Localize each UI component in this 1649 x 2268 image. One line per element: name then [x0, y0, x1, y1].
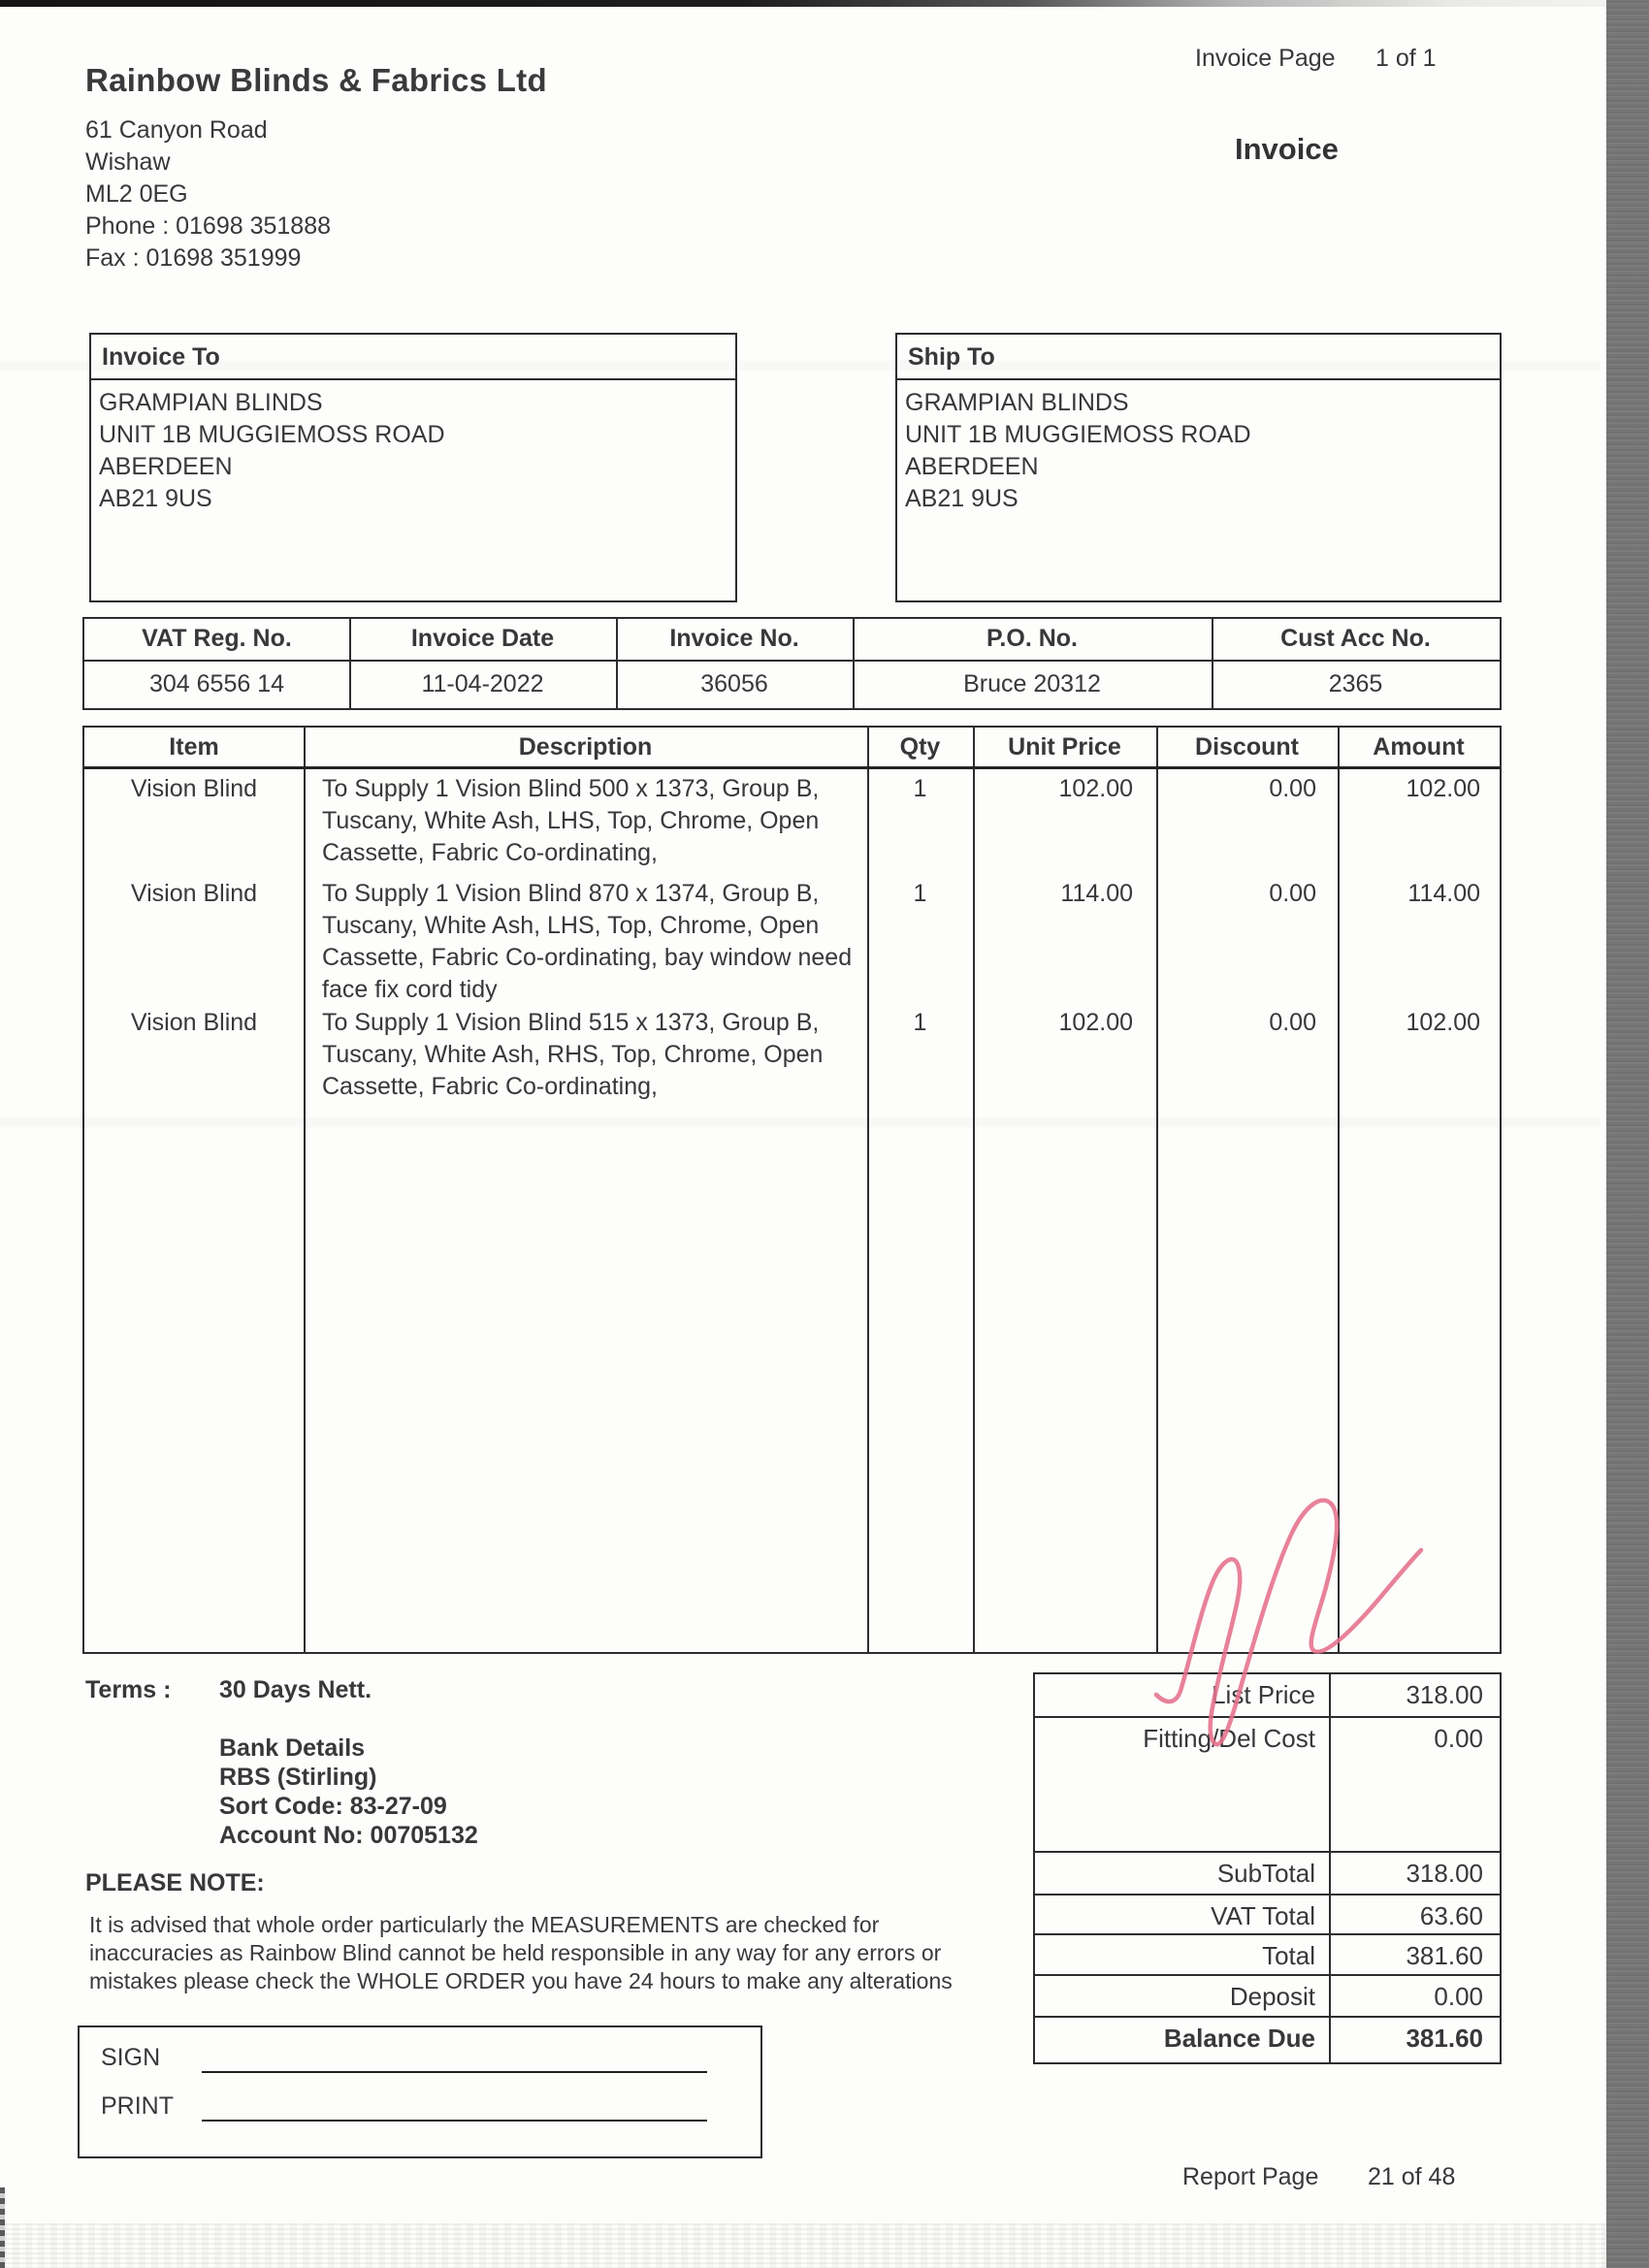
totals-value: 381.60: [1406, 2024, 1483, 2053]
scan-artifact-top-edge: [0, 0, 1649, 7]
invoice-to-line: GRAMPIAN BLINDS: [99, 389, 323, 416]
item-qty: 1: [913, 775, 927, 802]
totals-divider: [1329, 1674, 1331, 2062]
report-page-value: 21 of 48: [1368, 2163, 1456, 2190]
please-note-line: mistakes please check the WHOLE ORDER you have 24 hours to make any alterations: [89, 1968, 953, 1993]
print-line[interactable]: [202, 2120, 707, 2122]
bank-name: RBS (Stirling): [219, 1764, 377, 1791]
sign-line[interactable]: [202, 2071, 707, 2073]
item-amount: 102.00: [1406, 775, 1480, 802]
bank-account-no: Account No: 00705132: [219, 1822, 478, 1849]
item-row: [84, 773, 1500, 869]
items-header-divider: [84, 766, 1500, 769]
ship-to-line: UNIT 1B MUGGIEMOSS ROAD: [905, 421, 1251, 448]
totals-value: 318.00: [1406, 1859, 1483, 1888]
meta-value-vat-reg: 304 6556 14: [148, 670, 285, 697]
item-amount: 102.00: [1406, 1009, 1480, 1036]
totals-value: 381.60: [1406, 1941, 1483, 1970]
meta-header-invoice-date: Invoice Date: [410, 625, 555, 652]
item-amount: 114.00: [1407, 880, 1480, 907]
company-name: Rainbow Blinds & Fabrics Ltd: [85, 62, 547, 98]
ship-to-heading: Ship To: [897, 335, 1500, 380]
items-header-description: Description: [518, 733, 653, 761]
totals-row-balance-due: [1035, 2018, 1500, 2064]
totals-row-list-price: [1035, 1674, 1500, 1718]
please-note-heading: PLEASE NOTE:: [85, 1869, 265, 1896]
terms-value: 30 Days Nett.: [219, 1676, 372, 1703]
item-qty: 1: [913, 1009, 927, 1036]
totals-label: Balance Due: [1163, 2024, 1315, 2053]
bank-sort-code: Sort Code: 83-27-09: [219, 1793, 447, 1820]
ship-to-line: GRAMPIAN BLINDS: [905, 389, 1129, 416]
totals-row-subtotal: [1035, 1853, 1500, 1895]
totals-label: SubTotal: [1216, 1859, 1315, 1888]
item-unit-price: 102.00: [1058, 775, 1133, 802]
company-phone: Phone : 01698 351888: [85, 212, 332, 240]
meta-value-po-no: Bruce 20312: [963, 670, 1101, 697]
scan-artifact-bottom-noise: [0, 2223, 1606, 2268]
invoice-page-label: Invoice Page: [1195, 45, 1336, 72]
meta-value-invoice-date: 11-04-2022: [421, 670, 544, 697]
items-table: [82, 726, 1502, 1654]
totals-row-deposit: [1035, 1976, 1500, 2018]
items-header-discount: Discount: [1195, 733, 1299, 761]
item-unit-price: 114.00: [1060, 880, 1133, 907]
items-header-item: Item: [169, 733, 219, 761]
bank-details: [219, 1733, 478, 1850]
invoice-to-line: ABERDEEN: [99, 453, 233, 480]
meta-value-cust-acc: 2365: [1328, 670, 1383, 697]
item-qty: 1: [913, 880, 927, 907]
item-row: [84, 878, 1500, 1006]
scan-artifact-right-strip: [1606, 0, 1649, 2268]
document-title: Invoice: [1235, 132, 1339, 166]
meta-header-po-no: P.O. No.: [986, 625, 1078, 652]
meta-header-vat-reg: VAT Reg. No.: [142, 625, 292, 652]
meta-header-cust-acc: Cust Acc No.: [1280, 625, 1431, 652]
invoice-to-line: AB21 9US: [99, 485, 212, 512]
item-name: Vision Blind: [130, 1009, 258, 1036]
invoice-meta-table: [82, 617, 1502, 710]
item-discount: 0.00: [1269, 1009, 1316, 1036]
company-address-line: 61 Canyon Road: [85, 116, 268, 144]
print-label: PRINT: [101, 2092, 174, 2120]
item-unit-price: 102.00: [1058, 1009, 1133, 1036]
terms-label: Terms :: [85, 1676, 172, 1703]
please-note-line: It is advised that whole order particularly the MEASUREMENTS are checked for: [89, 1912, 880, 1937]
totals-label: VAT Total: [1211, 1901, 1315, 1930]
item-description: To Supply 1 Vision Blind 515 x 1373, Group B, Tuscany, White Ash, RHS, Top, Chrome, Open Cassette, Fabric Co-ordinating,: [322, 1009, 824, 1100]
item-name: Vision Blind: [130, 775, 258, 802]
items-header-amount: Amount: [1373, 733, 1465, 761]
totals-row-vat-total: [1035, 1895, 1500, 1935]
meta-header-divider: [84, 660, 1500, 662]
item-description: To Supply 1 Vision Blind 500 x 1373, Group B, Tuscany, White Ash, LHS, Top, Chrome, Open Cassette, Fabric Co-ordinating,: [322, 775, 820, 866]
ship-to-box: [895, 333, 1502, 602]
totals-value: 63.60: [1419, 1901, 1483, 1930]
item-row: [84, 1007, 1500, 1103]
invoice-to-box: [89, 333, 737, 602]
item-discount: 0.00: [1269, 775, 1316, 802]
company-fax: Fax : 01698 351999: [85, 244, 302, 272]
scan-artifact-left-edge: [0, 2187, 5, 2268]
invoice-to-address: [91, 380, 735, 515]
report-page-label: Report Page: [1182, 2163, 1319, 2190]
invoice-to-line: UNIT 1B MUGGIEMOSS ROAD: [99, 421, 445, 448]
ship-to-line: AB21 9US: [905, 485, 1018, 512]
company-address-line: Wishaw: [85, 148, 171, 176]
items-header-qty: Qty: [899, 733, 941, 761]
totals-label: Fitting/Del Cost: [1143, 1724, 1315, 1753]
ship-to-address: [897, 380, 1500, 515]
meta-value-invoice-no: 36056: [700, 670, 768, 697]
sign-print-box: [78, 2025, 762, 2158]
invoice-page-value: 1 of 1: [1375, 45, 1437, 72]
totals-row-fitting-del: [1035, 1718, 1500, 1853]
item-description: To Supply 1 Vision Blind 870 x 1374, Group B, Tuscany, White Ash, LHS, Top, Chrome, Open Cassette, Fabric Co-ordinating, bay window need face fix cord tidy: [322, 880, 853, 1003]
totals-row-total: [1035, 1935, 1500, 1976]
totals-value: 318.00: [1406, 1680, 1483, 1709]
totals-value: 0.00: [1434, 1982, 1483, 2011]
items-header-unit-price: Unit Price: [1008, 733, 1121, 761]
sign-label: SIGN: [101, 2044, 161, 2071]
ship-to-line: ABERDEEN: [905, 453, 1039, 480]
totals-label: List Price: [1212, 1680, 1315, 1709]
bank-details-heading: Bank Details: [219, 1734, 366, 1762]
item-discount: 0.00: [1269, 880, 1316, 907]
totals-label: Total: [1262, 1941, 1315, 1970]
totals-box: [1033, 1672, 1502, 2064]
meta-header-invoice-no: Invoice No.: [669, 625, 799, 652]
company-address: [85, 114, 331, 275]
totals-value: 0.00: [1434, 1724, 1483, 1753]
item-name: Vision Blind: [130, 880, 258, 907]
invoice-to-heading: Invoice To: [91, 335, 735, 380]
company-address-line: ML2 0EG: [85, 180, 188, 208]
please-note-line: inaccuracies as Rainbow Blind cannot be held responsible in any way for any errors or: [89, 1940, 942, 1965]
please-note-text: [89, 1911, 953, 1995]
totals-label: Deposit: [1229, 1982, 1315, 2011]
